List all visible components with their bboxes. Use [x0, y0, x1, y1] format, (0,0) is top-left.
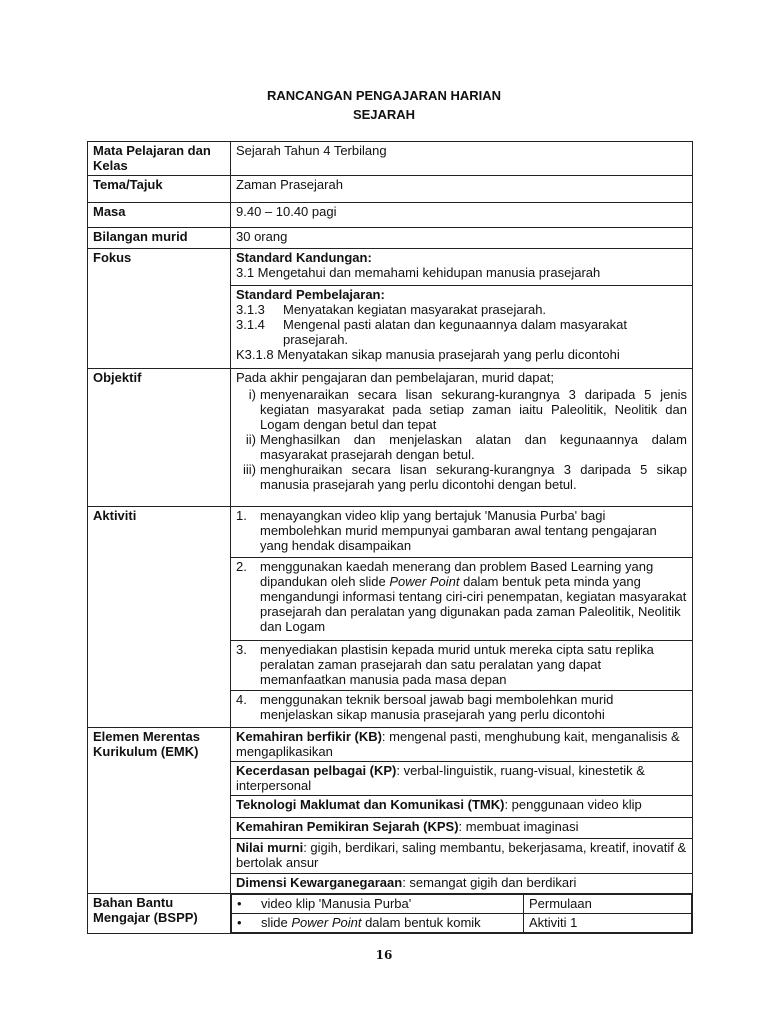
document-subtitle: SEJARAH — [352, 107, 416, 122]
bspp-stage: Permulaan — [524, 895, 692, 914]
bspp-item — [232, 895, 524, 914]
objektif-text: Menghasilkan dan menjelaskan alatan dan kegunaannya dalam masyarakat prasejarah dengan betul. — [260, 432, 687, 462]
row-tema — [88, 176, 693, 203]
page-number: 16 — [375, 948, 393, 962]
pembelajaran-text: Menyatakan kegiatan masyarakat prasejarah. — [283, 302, 547, 317]
pembelajaran-code: 3.1.3 — [236, 302, 265, 317]
aktiviti-num: 1. — [236, 508, 247, 523]
bspp-row — [232, 914, 692, 933]
aktiviti-item — [231, 641, 693, 691]
row-fokus-kandungan — [88, 249, 693, 286]
pembelajaran-heading: Standard Pembelajaran: — [236, 287, 385, 302]
emk-head: Dimensi Kewarganegaraan — [236, 875, 403, 890]
aktiviti-text: menggunakan teknik bersoal jawab bagi membolehkan murid menjelaskan sikap manusia prasejarah yang perlu dicontohi — [260, 692, 614, 722]
row-bspp — [88, 894, 693, 934]
emk-text: : penggunaan video klip — [504, 797, 642, 812]
aktiviti-text-post: dalam bentuk peta minda yang mengandungi informasi tentang ciri-ciri penempatan, kegiatan masyarakat prasejarah dan peralatan yang digunakan pada zaman Paleolitik, Neolitik dan Logam — [260, 574, 687, 634]
emk-item — [231, 728, 693, 762]
emk-item — [231, 839, 693, 874]
pembelajaran-item — [236, 317, 687, 347]
objektif-item — [236, 432, 687, 462]
bspp-text-em: Power Point — [291, 915, 362, 930]
pembelajaran-code: 3.1.4 — [236, 317, 265, 332]
aktiviti-item — [231, 558, 693, 641]
aktiviti-num: 3. — [236, 642, 247, 657]
label-bilangan: Bilangan murid — [88, 228, 231, 249]
label-fokus: Fokus — [88, 249, 231, 369]
emk-text: : membuat imaginasi — [458, 819, 579, 834]
aktiviti-text — [260, 559, 687, 634]
bspp-text-post: dalam bentuk komik — [361, 915, 481, 930]
row-bilangan — [88, 228, 693, 249]
objektif-text: menghuraikan secara lisan sekurang-kurangnya 3 daripada 5 sikap manusia prasejarah yang perlu dicontohi dengan betul. — [260, 462, 687, 492]
bspp-row — [232, 895, 692, 914]
label-aktiviti: Aktiviti — [88, 507, 231, 728]
emk-text: : verbal-linguistik, ruang-visual, kinestetik & interpersonal — [236, 763, 645, 793]
row-masa — [88, 203, 693, 228]
kandungan-text: 3.1 Mengetahui dan memahami kehidupan manusia prasejarah — [236, 265, 601, 280]
objektif-content — [231, 369, 693, 507]
bspp-text-pre: slide — [261, 915, 292, 930]
document-title: RANCANGAN PENGAJARAN HARIAN — [266, 88, 501, 103]
label-mata-pelajaran: Mata Pelajaran dan Kelas — [88, 142, 231, 176]
value-bilangan: 30 orang — [231, 228, 693, 249]
emk-head: Nilai murni — [236, 840, 304, 855]
bspp-stage: Aktiviti 1 — [524, 914, 692, 933]
emk-item — [231, 874, 693, 894]
document-header — [0, 86, 768, 124]
aktiviti-num: 4. — [236, 692, 247, 707]
emk-head: Kecerdasan pelbagai (KP) — [236, 763, 397, 778]
emk-head: Kemahiran berfikir (KB) — [236, 729, 382, 744]
emk-head: Kemahiran Pemikiran Sejarah (KPS) — [236, 819, 459, 834]
aktiviti-text-pre: menggunakan kaedah menerang dan problem Based Learning yang dipandukan oleh slide — [260, 559, 654, 589]
aktiviti-text: menyediakan plastisin kepada murid untuk mereka cipta satu replika peralatan zaman prasejarah dan satu peralatan yang dapat memanfaatkan manusia pada masa depan — [260, 642, 654, 687]
emk-item — [231, 818, 693, 839]
value-tema: Zaman Prasejarah — [231, 176, 693, 203]
aktiviti-text-em: Power Point — [389, 574, 460, 589]
pembelajaran-text: Mengenal pasti alatan dan kegunaannya dalam masyarakat prasejarah. — [283, 317, 628, 347]
standard-kandungan — [231, 249, 693, 286]
emk-text: : gigih, berdikari, saling membantu, bekerjasama, kreatif, inovatif & bertolak ansur — [236, 840, 687, 870]
emk-head: Teknologi Maklumat dan Komunikasi (TMK) — [236, 797, 505, 812]
bspp-item — [232, 914, 524, 933]
aktiviti-item — [231, 691, 693, 728]
bullet-icon: • — [237, 915, 242, 930]
emk-text: : mengenal pasti, menghubung kait, menganalisis & mengaplikasikan — [236, 729, 680, 759]
row-aktiviti-1 — [88, 507, 693, 558]
bspp-content — [231, 894, 693, 934]
emk-item — [231, 762, 693, 796]
value-masa: 9.40 – 10.40 pagi — [231, 203, 693, 228]
objektif-num: iii) — [243, 462, 256, 477]
objektif-num: ii) — [245, 432, 256, 447]
objektif-intro: Pada akhir pengajaran dan pembelajaran, murid dapat; — [236, 370, 554, 385]
pembelajaran-item — [236, 302, 687, 317]
emk-text: : semangat gigih dan berdikari — [402, 875, 577, 890]
bspp-table — [231, 894, 692, 933]
label-tema: Tema/Tajuk — [88, 176, 231, 203]
row-mata-pelajaran — [88, 142, 693, 176]
pembelajaran-k-item: K3.1.8 Menyatakan sikap manusia prasejarah yang perlu dicontohi — [236, 347, 620, 362]
objektif-num: i) — [248, 387, 256, 402]
label-objektif: Objektif — [88, 369, 231, 507]
bspp-text: video klip 'Manusia Purba' — [261, 896, 412, 911]
label-bspp: Bahan Bantu Mengajar (BSPP) — [88, 894, 231, 934]
kandungan-heading: Standard Kandungan: — [236, 250, 372, 265]
label-masa: Masa — [88, 203, 231, 228]
aktiviti-text: menayangkan video klip yang bertajuk 'Manusia Purba' bagi membolehkan murid mempunyai gambaran awal tentang pengajaran yang hendak disampaikan — [260, 508, 657, 553]
value-mata-pelajaran: Sejarah Tahun 4 Terbilang — [231, 142, 693, 176]
aktiviti-item — [231, 507, 693, 558]
bullet-icon: • — [237, 896, 242, 911]
lesson-plan-table — [87, 141, 693, 934]
aktiviti-num: 2. — [236, 559, 247, 574]
objektif-item — [236, 387, 687, 432]
row-emk-kb — [88, 728, 693, 762]
row-objektif — [88, 369, 693, 507]
objektif-text: menyenaraikan secara lisan sekurang-kurangnya 3 daripada 5 jenis kegiatan masyarakat pada setiap zaman iaitu Paleolitik, Neolitik dan Logam dengan betul dan tepat — [260, 387, 687, 432]
label-emk: Elemen Merentas Kurikulum (EMK) — [88, 728, 231, 894]
standard-pembelajaran — [231, 286, 693, 369]
objektif-item — [236, 462, 687, 492]
emk-item — [231, 796, 693, 818]
